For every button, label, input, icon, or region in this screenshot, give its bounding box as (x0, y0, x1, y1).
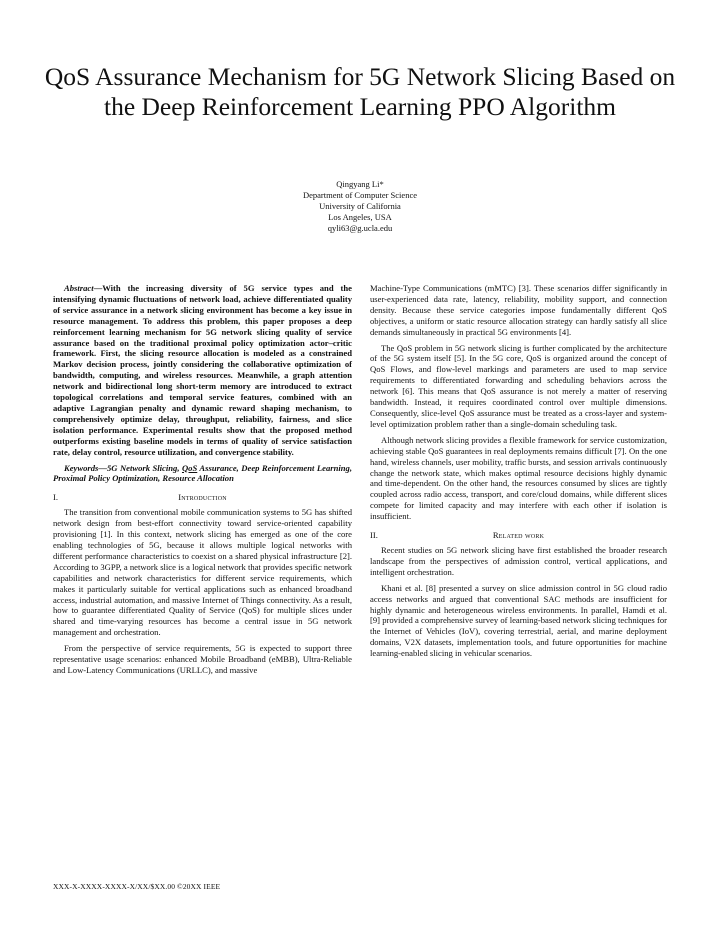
keywords-pre: —5G Network Slicing, (98, 462, 182, 473)
body-paragraph: Although network slicing provides a flexible framework for service customization, achieving stable QoS guarantees in real deployments remains difficult [7]. On the one hand, wireless channels, user mobility, traffic bursts, and session arrivals continuously change the network state, which makes optimal resource decisions highly dynamic and time-dependent. On the other hand, the resources consumed by slices are tightly coupled across radio access, transport, and core/cloud domains, while different slices compete for limited capacity and may interfere with each other if isolation is insufficient. (370, 434, 667, 522)
paper-title: QoS Assurance Mechanism for 5G Network Slicing Based on the Deep Reinforcement Learning PPO Algorithm (44, 62, 676, 121)
related-paragraph: Recent studies on 5G network slicing have first established the broader research landscape from the perspectives of admission control, vertical applications, and intelligent orchestration. (370, 545, 667, 577)
author-university: University of California (319, 201, 401, 211)
author-name: Qingyang Li* (336, 179, 384, 189)
section-number: I. (53, 492, 59, 503)
intro-paragraph: The transition from conventional mobile communication systems to 5G has shifted network design from best-effort connectivity toward service-oriented capability provisioning [1]. In this context, network slicing has emerged as one of the core enabling technologies of 5G, because it allows multiple logical networks with different performance characteristics to coexist on a shared physical infrastructure [2]. According to 3GPP, a network slice is a logical network that provides specific network capabilities and network characteristics for different service requirements, which makes it particularly suitable for vertical applications such as enhanced broadband access, industrial automation, and massive Internet of Things connectivity. As a result, how to guarantee differentiated Quality of Service (QoS) for multiple slices under shared and time-varying resources has become a central issue in 5G network management and orchestration. (53, 507, 352, 638)
author-email: qyli63@g.ucla.edu (327, 223, 393, 233)
abstract (53, 283, 352, 458)
author-location: Los Angeles, USA (328, 212, 392, 222)
abstract-label: Abstract (64, 283, 94, 293)
keywords-label: Keywords (64, 462, 99, 473)
section-heading-introduction (53, 492, 352, 503)
abstract-text: —With the increasing diversity of 5G service types and the intensifying dynamic fluctuations of network load, achieve differentiated quality of service assurance in a network slicing environment has become a key issue in resource management. To address this problem, this paper proposes a deep reinforcement learning mechanism for 5G network slicing quality of service assurance based on the traditional proximal policy optimization actor–critic framework. First, the slicing resource allocation is modeled as a constrained Markov decision process, jointly considering the collaborative optimization of bandwidth, computing, and wireless resources. Meanwhile, a graph attention network and bidirectional long short-term memory are introduced to extract topological correlations and temporal service features, combined with an adaptive Lagrangian penalty and dynamic reward shaping mechanism, to comprehensively optimize delay, throughput, reliability, fairness, and slice isolation performance. Experimental results show that the proposed method outperforms existing baseline models in terms of quality of service satisfaction rate, delay control, resource utilization, and convergence stability. (53, 283, 352, 457)
section-heading-related-work (370, 530, 667, 541)
intro-paragraph: From the perspective of service requirements, 5G is expected to support three representative usage scenarios: enhanced Mobile Broadband (eMBB), Ultra-Reliable and Low-Latency Communications (URLLC), and massive (53, 643, 352, 675)
section-name: Related work (492, 530, 545, 541)
section-name: Introduction (178, 492, 227, 503)
author-block (160, 179, 560, 234)
section-number: II. (370, 530, 378, 541)
body-paragraph: Machine-Type Communications (mMTC) [3]. These scenarios differ significantly in user-experienced data rate, latency, reliability, mobility support, and connection density. Because these service categories impose fundamentally different QoS objectives, a uniform or static resource allocation strategy can hardly satisfy all slice demands simultaneously in practical 5G environments [4]. (370, 283, 667, 337)
author-department: Department of Computer Science (302, 190, 417, 200)
keywords (53, 463, 352, 485)
left-column (53, 283, 352, 681)
body-paragraph: The QoS problem in 5G network slicing is further complicated by the architecture of the 5G system itself [5]. In the 5G core, QoS is organized around the concept of QoS Flows, and flow-level markings and parameters are used to map service requirements to differentiated forwarding and scheduling behaviors across the network [6]. This means that QoS assurance is not merely a matter of reserving bandwidth. Instead, it requires coordinated control over multiple dimensions. Consequently, slice-level QoS assurance must be treated as a cross-layer and system-level optimization problem rather than a single-domain scheduling task. (370, 342, 667, 429)
keywords-underlined: QoS (181, 462, 198, 473)
right-column (370, 283, 667, 664)
related-paragraph: Khani et al. [8] presented a survey on slice admission control in 5G cloud radio access networks and argued that conventional SAC methods are insufficient for highly dynamic and heterogeneous wireless environments. In parallel, Hamdi et al. [9] provided a comprehensive survey of learning-based network slicing techniques for the Internet of Vehicles (IoV), covering terrestrial, aerial, and marine deployment domains, V2X datasets, implementation tools, and future opportunities for machine learning-enabled slicing in vehicular scenarios. (370, 582, 667, 659)
copyright-footer: XXX-X-XXXX-XXXX-X/XX/$XX.00 ©20XX IEEE (53, 882, 221, 891)
keywords-post: Assurance, Deep Reinforcement Learning, Proximal Policy Optimization, Resource Allocation (53, 462, 352, 484)
